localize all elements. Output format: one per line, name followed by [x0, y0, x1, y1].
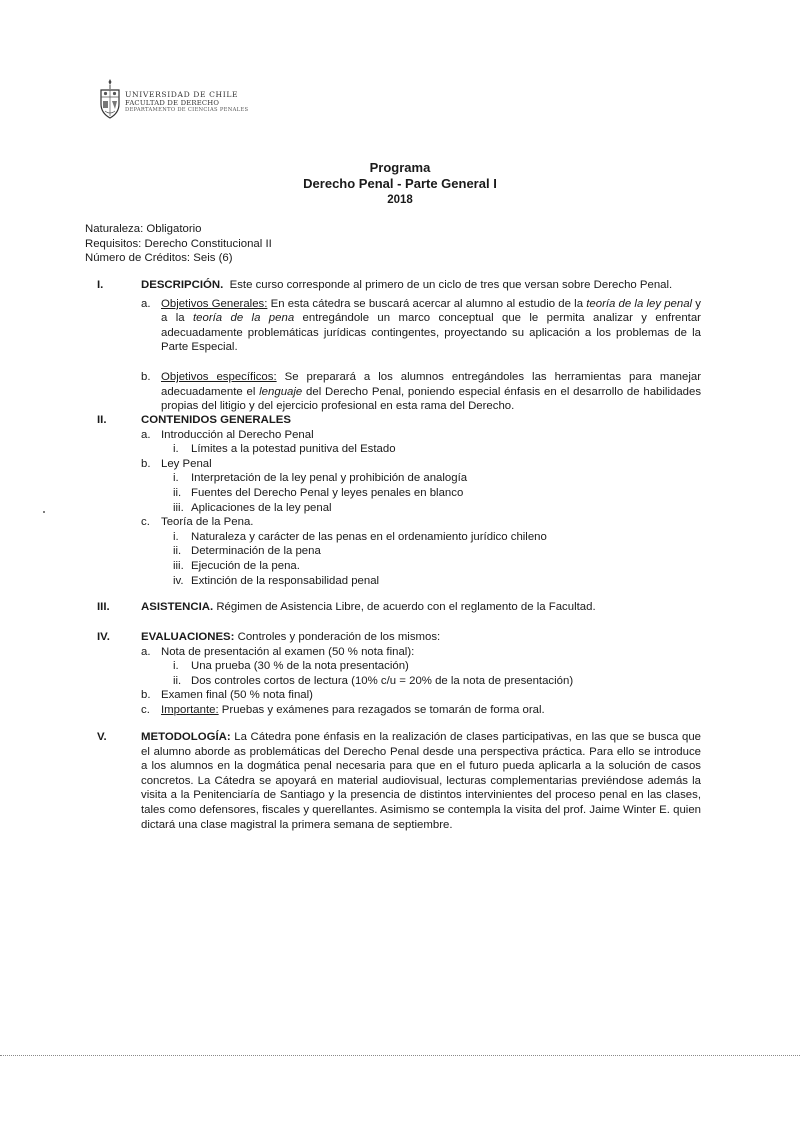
logo-department-name: DEPARTAMENTO DE CIENCIAS PENALES [125, 107, 249, 113]
university-logo [98, 78, 248, 120]
metodologia-text: La Cátedra pone énfasis en la realización de clases participativas, en las que se busca que el alumno aborde as problemáticas del Derecho Penal desde una perspectiva práctica. Para ello se introduce a los alumnos en la dogmática penal necesaria para que en el futuro pueda aplicarla a la solución de casos concretos. La Cátedra se apoyará en material audiovisual, lecturas complementarias previéndose además la visita a la Penitenciaría de Santiago y la presencia de distintos intervinientes del proceso penal en las clases, tales como defensores, fiscales y querellantes. Asimismo se contempla la visita del prof. Jaime Winter E. quien dictará una clase magistral la primera semana de septiembre. [141, 731, 701, 831]
section-heading: EVALUACIONES: [141, 631, 235, 643]
contenidos-group: a. Introducción al Derecho Penal [141, 428, 314, 441]
contenidos-subitem: i. Interpretación de la ley penal y prohibición de analogía [173, 472, 468, 485]
objetivos-generales-label: Objetivos Generales: [161, 297, 268, 310]
eval-subitem: i. Una prueba (30 % de la nota presentación) [173, 660, 409, 673]
section-number: V. [97, 731, 107, 743]
section-heading: DESCRIPCIÓN. [141, 279, 224, 291]
scan-speck [43, 511, 45, 513]
contenidos-subitem: ii. Fuentes del Derecho Penal y leyes penales en blanco [173, 486, 464, 499]
section-heading: ASISTENCIA. [141, 601, 214, 613]
eval-subitem: ii. Dos controles cortos de lectura (10% c/u = 20% de la nota de presentación) [173, 674, 574, 687]
section-number: III. [97, 601, 110, 613]
eval-item-b: b. Examen final (50 % nota final) [141, 689, 313, 702]
section-number: II. [97, 414, 107, 426]
contenidos-subitem: ii. Determinación de la pena [173, 545, 321, 558]
section-number: I. [97, 279, 104, 291]
contenidos-subitem: i. Límites a la potestad punitiva del Estado [173, 443, 396, 456]
contenidos-group-label: Ley Penal [161, 457, 212, 470]
scan-artifact-line [0, 1055, 800, 1056]
title-year: 2018 [387, 194, 413, 206]
title-course: Derecho Penal - Parte General I [303, 176, 497, 191]
contenidos-subitem: iii. Aplicaciones de la ley penal [173, 501, 332, 514]
section-heading: METODOLOGÍA: [141, 731, 231, 743]
contenidos-group: b. Ley Penal [141, 457, 212, 470]
meta-creditos: Número de Créditos: Seis (6) [85, 252, 233, 265]
contenidos-group-label: Teoría de la Pena. [161, 516, 254, 529]
eval-item-a: a. Nota de presentación al examen (50 % nota final): [141, 645, 415, 658]
importante-label: Importante: [161, 703, 219, 716]
contenidos-subitem: iv. Extinción de la responsabilidad penal [173, 574, 380, 587]
section-heading: CONTENIDOS GENERALES [141, 414, 291, 426]
section-intro: Este curso corresponde al primero de un ciclo de tres que versan sobre Derecho Penal. [229, 279, 673, 291]
asistencia-text: Régimen de Asistencia Libre, de acuerdo con el reglamento de la Facultad. [216, 601, 596, 613]
eval-item-c: c. Importante: Pruebas y exámenes para rezagados se tomarán de forma oral. [141, 703, 545, 716]
course-metadata [85, 222, 272, 266]
document-title [0, 160, 800, 208]
objetivos-especificos-label: Objetivos específicos: [161, 370, 277, 383]
title-programa: Programa [369, 160, 431, 175]
logo-faculty-name: FACULTAD DE DERECHO [125, 99, 220, 107]
contenidos-group: c. Teoría de la Pena. [141, 516, 254, 529]
contenidos-subitem: i. Naturaleza y carácter de las penas en el ordenamiento jurídico chileno [173, 530, 547, 543]
university-crest-icon [98, 78, 122, 120]
meta-naturaleza: Naturaleza: Obligatorio [85, 223, 202, 235]
contenidos-group-label: Introducción al Derecho Penal [161, 428, 314, 441]
contenidos-list [141, 413, 701, 588]
logo-university-name: UNIVERSIDAD DE CHILE [125, 90, 239, 99]
contenidos-subitem: iii. Ejecución de la pena. [173, 559, 300, 572]
meta-requisitos: Requisitos: Derecho Constitucional II [85, 237, 272, 250]
objetivos-generales: a. Objetivos Generales: En esta cátedra se buscará acercar al alumno al estudio de la teoría de la ley penal y a la teoría de la pena entregándole un marco conceptual que le permita analizar y enfrentar adecuadamente problemáticas jurídicas contingentes, proyectando su aplicación a los problemas de la Parte Especial. [141, 297, 701, 354]
objetivos-especificos: b. Objetivos específicos: Se preparará a los alumnos entregándoles las herramientas para manejar adecuadamente el lenguaje del Derecho Penal, poniendo especial énfasis en el desarrollo de habilidades propias del litigio y del ejercicio profesional en esta rama del Derecho. [141, 370, 702, 413]
section-number: IV. [97, 631, 110, 643]
